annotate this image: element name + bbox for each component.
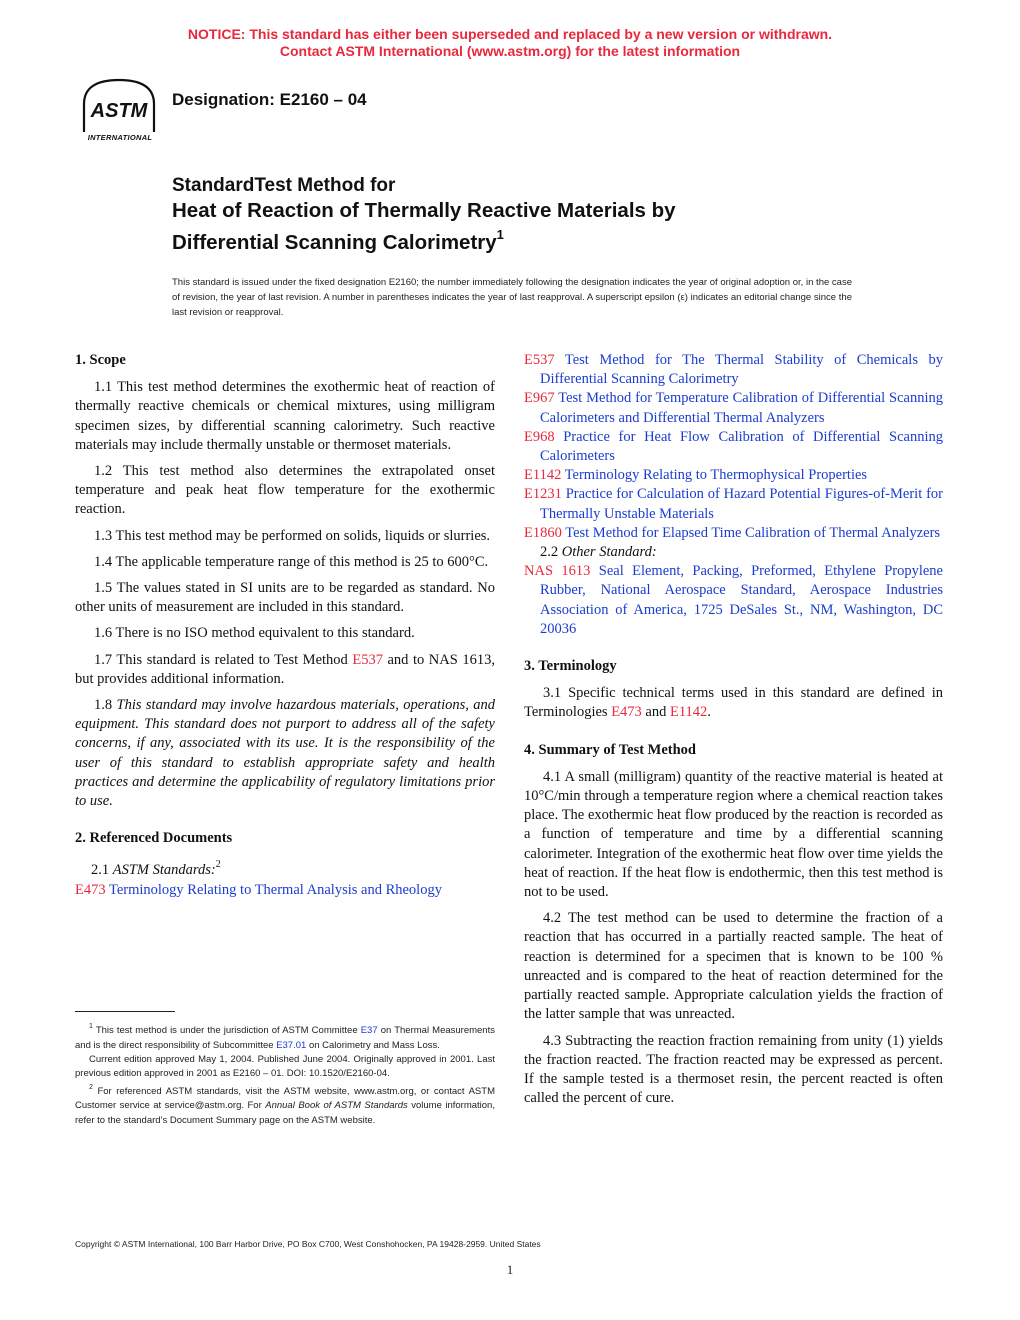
reference-code-link[interactable]: E537	[524, 352, 555, 368]
footnote-1-text-a: This test method is under the jurisdiction of ASTM Committee	[92, 1025, 361, 1037]
reference-code-link[interactable]: E1860	[524, 524, 562, 541]
title-footnote-mark[interactable]: 1	[496, 227, 504, 242]
reference-title-link[interactable]: Test Method for The Thermal Stability of Chemicals by Differential Scanning Calorimetry	[540, 352, 943, 388]
left-column	[75, 351, 495, 900]
link-committee-e37[interactable]: E37	[360, 1025, 378, 1037]
footnote-2-mark: 2	[89, 1083, 93, 1091]
section-heading-referenced: 2. Referenced Documents	[75, 830, 233, 847]
notice-line-2: Contact ASTM International (www.astm.org) for the latest information	[279, 43, 741, 59]
paragraph-1-7-text-b: and to NAS 1613, but provides additional information.	[75, 651, 495, 687]
copyright-line: Copyright © ASTM International, 100 Barr Harbor Drive, PO Box C700, West Conshohocken, PA 19428-2959. United States	[75, 1239, 541, 1249]
reference-code-link[interactable]: E1142	[524, 467, 562, 484]
paragraph-3-1-text-b: and	[641, 704, 670, 721]
reference-item	[524, 351, 943, 389]
designation: Designation: E2160 – 04	[172, 90, 367, 109]
reference-code-link[interactable]: E473	[75, 881, 106, 898]
logo-caption: INTERNATIONAL	[87, 133, 153, 142]
subheading-2-1-label: ASTM Standards:	[112, 862, 216, 879]
subheading-2-2	[524, 543, 943, 562]
document-title	[172, 174, 932, 256]
issue-note: This standard is issued under the fixed designation E2160; the number immediately following the designation indicates the year of original adoption or, in the case of revision, the year of last revision. A number in parentheses indicates the year of last reapproval. A superscript epsilon (ε) indicates an editorial change since the last revision or reapproval.	[172, 277, 852, 318]
footnote-divider	[75, 1011, 175, 1012]
paragraph-3-1-text-a: 3.1 Specific technical terms used in this standard are defined in Terminologies	[524, 685, 943, 721]
paragraph-4-1: 4.1 A small (milligram) quantity of the reactive material is heated at 10°C/min through a temperature region where a chemical reaction takes place. The exothermic heat flow produced by the reaction is recorded as a function of temperature and time by a differential scanning calorimeter. Integration of the exothermic heat flow over time yields the heat of reaction. If the heat flow is endothermic, then this test method is not to be used.	[524, 768, 943, 901]
reference-item	[524, 466, 943, 485]
footnote-2-text-a: For referenced ASTM standards, visit the ASTM website, www.astm.org, or contact ASTM Customer service at service@astm.org. For	[75, 1085, 495, 1112]
reference-item-nas	[524, 562, 943, 639]
right-column	[524, 351, 943, 1115]
paragraph-1-4: 1.4 The applicable temperature range of this method is 25 to 600°C.	[94, 553, 489, 570]
nas-code-link[interactable]: NAS 1613	[524, 563, 591, 580]
reference-item	[524, 428, 943, 466]
link-e1142[interactable]: E1142	[669, 704, 708, 721]
reference-title-link[interactable]: Practice for Heat Flow Calibration of Differential Scanning Calorimeters	[540, 428, 943, 465]
reference-title-link[interactable]: Test Method for Temperature Calibration of Differential Scanning Calorimeters and Differential Thermal Analyzers	[540, 390, 943, 426]
paragraph-1-2: 1.2 This test method also determines the extrapolated onset temperature and peak heat flow temperature for the exothermic reaction.	[75, 463, 495, 518]
subheading-2-2-label: Other Standard:	[561, 544, 657, 561]
paragraph-3-1-text-c: .	[707, 704, 711, 721]
reference-item	[524, 389, 943, 427]
paragraph-4-2: 4.2 The test method can be used to determine the fraction of a reaction that has occurred in a partially reacted sample. The heat of reaction is determined for a specimen that is known to be 100 % unreacted and is compared to the heat of reaction determined for the partially reacted sample. Appropriate calculation yields the fraction of the latter sample that was unreacted.	[524, 910, 943, 1023]
reference-title-link[interactable]: Terminology Relating to Thermal Analysis and Rheology	[105, 881, 442, 898]
footnote-1-text-b: on Thermal Measurements and is the direct responsibility of Subcommittee	[75, 1025, 495, 1051]
section-heading-summary: 4. Summary of Test Method	[524, 741, 696, 758]
nas-title-link[interactable]: Seal Element, Packing, Preformed, Ethylene Propylene Rubber, National Aerospace Standard, Aerospace Industries Association of America, 1725 DeSales St., NM, Washington, DC 20036	[540, 563, 943, 637]
paragraph-1-8-number: 1.8	[94, 697, 117, 714]
subheading-2-1-number: 2.1	[91, 862, 113, 879]
paragraph-1-7-text-a: 1.7 This standard is related to Test Method	[94, 651, 353, 668]
link-e537[interactable]: E537	[352, 651, 383, 668]
safety-caveat: This standard may involve hazardous materials, operations, and equipment. This standard does not purport to address all of the safety concerns, if any, associated with its use. It is the responsibility of the user of this standard to establish appropriate safety and health practices and determine the applicability of regulatory limitations prior to use.	[75, 697, 496, 810]
footnote-2-text-b: volume information, refer to the standard’s Document Summary page on the ASTM website.	[75, 1100, 495, 1126]
reference-code-link[interactable]: E1231	[524, 486, 562, 503]
reference-code-link[interactable]: E968	[524, 428, 555, 445]
paragraph-3-1	[524, 684, 943, 722]
footnote-1	[75, 1021, 495, 1053]
section-heading-terminology: 3. Terminology	[524, 658, 617, 675]
subheading-2-2-number: 2.2	[540, 544, 562, 561]
notice-line-1: NOTICE: This standard has either been superseded and replaced by a new version or withdrawn.	[187, 26, 833, 42]
paragraph-1-1: 1.1 This test method determines the exothermic heat of reaction of thermally reactive chemicals or chemical mixtures, using milligram specimen sizes, by differential scanning calorimetry. Such reactive materials may include thermally unstable or thermoset materials.	[75, 379, 495, 453]
title-line-1: Heat of Reaction of Thermally Reactive Materials by	[172, 199, 676, 222]
reference-code-link[interactable]: E967	[524, 390, 555, 407]
title-prefix: StandardTest Method for	[172, 175, 396, 196]
footnotes	[75, 1021, 495, 1128]
footnote-1-text-c: on Calorimetry and Mass Loss.	[306, 1039, 440, 1051]
paragraph-1-6: 1.6 There is no ISO method equivalent to this standard.	[94, 625, 415, 642]
supersede-notice	[0, 26, 1020, 60]
reference-title-link[interactable]: Terminology Relating to Thermophysical Properties	[561, 467, 868, 484]
paragraph-1-5: 1.5 The values stated in SI units are to be regarded as standard. No other units of measurement are included in this standard.	[75, 580, 495, 616]
footnote-mark-2[interactable]: 2	[215, 859, 221, 871]
reference-item	[75, 881, 495, 900]
link-e473[interactable]: E473	[611, 704, 642, 721]
section-heading-scope: 1. Scope	[75, 352, 126, 368]
page-number: 1	[506, 1262, 514, 1277]
reference-title-link[interactable]: Practice for Calculation of Hazard Potential Figures-of-Merit for Thermally Unstable Materials	[540, 486, 943, 522]
title-line-2: Differential Scanning Calorimetry	[172, 230, 497, 254]
link-subcommittee-e37-01[interactable]: E37.01	[276, 1039, 307, 1051]
reference-item	[524, 524, 943, 543]
reference-title-link[interactable]: Test Method for Elapsed Time Calibration of Thermal Analyzers	[561, 524, 941, 541]
subheading-2-1	[75, 856, 495, 880]
footnote-1-mark: 1	[89, 1023, 93, 1030]
logo-wordmark: ASTM	[90, 100, 148, 122]
paragraph-1-8	[75, 696, 495, 811]
reference-item	[524, 485, 943, 523]
footnote-2	[75, 1082, 495, 1128]
paragraph-4-3: 4.3 Subtracting the reaction fraction remaining from unity (1) yields the fraction reacted. The fraction reacted may be expressed as percent. If the sample tested is a thermoset resin, the percent reacted is often called the percent of cure.	[524, 1032, 943, 1107]
paragraph-1-7	[75, 651, 495, 689]
footnote-2-book-title: Annual Book of ASTM Standards	[265, 1100, 408, 1112]
paragraph-1-3: 1.3 This test method may be performed on solids, liquids or slurries.	[94, 527, 491, 544]
footnote-1-edition: Current edition approved May 1, 2004. Published June 2004. Originally approved in 2001. Last previous edition approved in 2001 as E2160 – 01. DOI: 10.1520/E2160-04.	[75, 1053, 495, 1080]
